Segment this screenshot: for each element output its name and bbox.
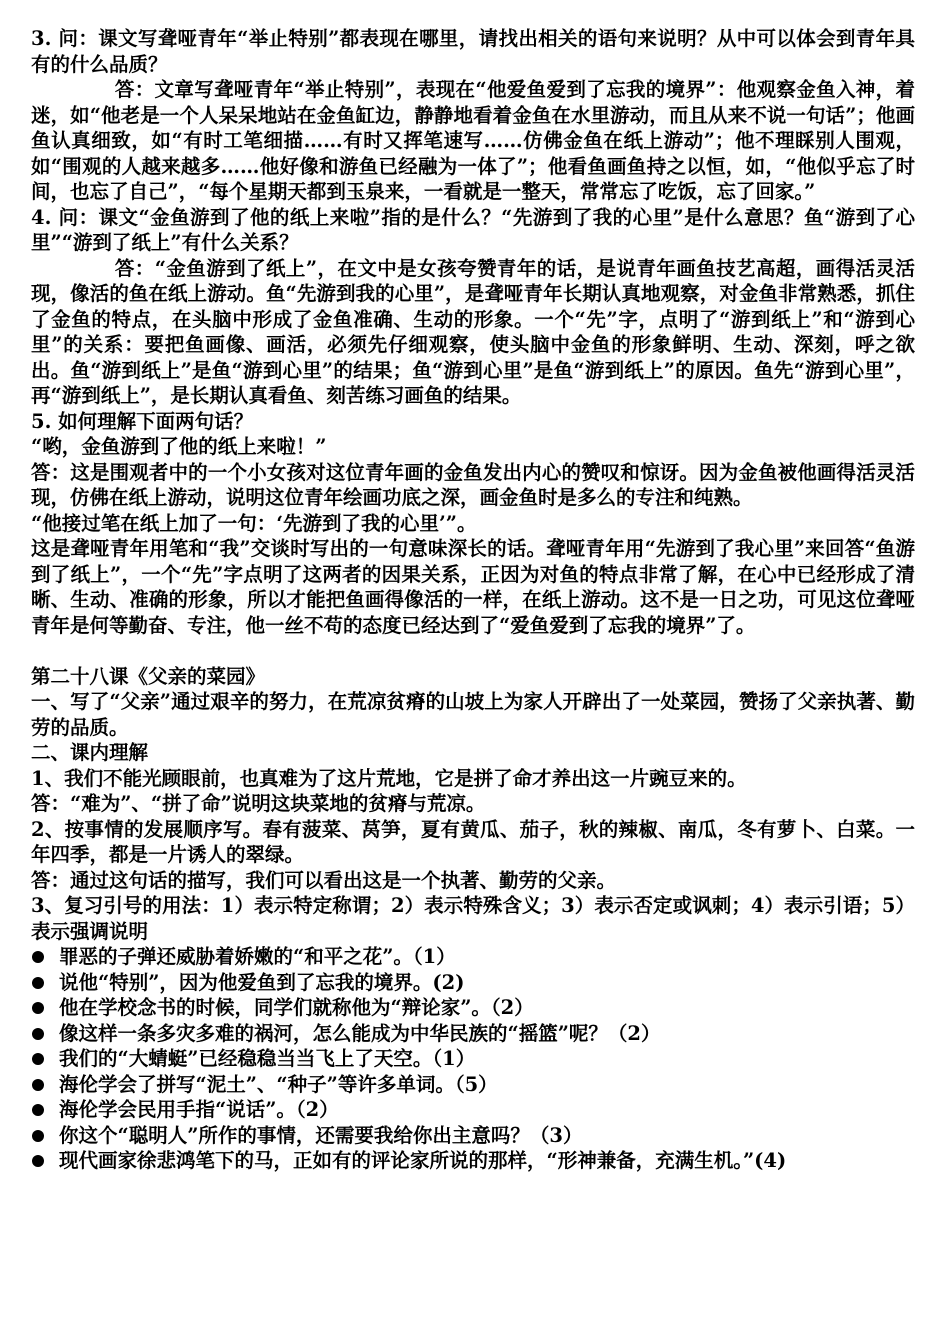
question-4: 4. 问：课文“金鱼游到了他的纸上来啦”指的是什么？“先游到了我的心里”是什么意思？鱼“游到了心里”“游到了纸上”有什么关系？ bbox=[31, 205, 915, 254]
quote-usage-list bbox=[31, 944, 915, 1174]
bullet-icon bbox=[32, 1130, 44, 1142]
item-2: 2、按事情的发展顺序写。春有菠菜、莴笋，夏有黄瓜、茄子，秋的辣椒、南瓜，冬有萝卜、白菜。一年四季，都是一片诱人的翠绿。 bbox=[31, 817, 915, 866]
answer-5-2: 这是聋哑青年用笔和“我”交谈时写出的一句意味深长的话。聋哑青年用“先游到了我心里”来回答“鱼游到了纸上”，一个“先”字点明了这两者的因果关系，正因为对鱼的特点非常了解，在心中已经形成了清晰、生动、准确的形象，所以才能把鱼画得像活的一样，在纸上游动。这不是一日之功，可见这位聋哑青年是何等勤奋、专注，他一丝不苟的态度已经达到了“爱鱼爱到了忘我的境界”了。 bbox=[31, 537, 915, 637]
item-1-answer: 答：“难为”、“拼了命”说明这块菜地的贫瘠与荒凉。 bbox=[31, 792, 486, 815]
blank-line bbox=[31, 638, 915, 664]
lesson-28-title: 第二十八课《父亲的菜园》 bbox=[31, 664, 266, 688]
bullet-icon bbox=[32, 951, 44, 963]
bullet-icon bbox=[32, 1002, 44, 1014]
item-3: 3、复习引号的用法：1）表示特定称谓；2）表示特殊含义；3）表示否定或讽刺；4）表示引语；5）表示强调说明 bbox=[31, 894, 915, 943]
list-item-text: 我们的“大蜻蜓”已经稳稳当当飞上了天空。（1） bbox=[59, 1047, 476, 1070]
answer-5-1: 答：这是围观者中的一个小女孩对这位青年画的金鱼发出内心的赞叹和惊讶。因为金鱼被他画得活灵活现，仿佛在纸上游动，说明这位青年绘画功底之深，画金鱼时是多么的专注和纯熟。 bbox=[31, 460, 915, 509]
list-item-text: 罪恶的子弹还威胁着娇嫩的“和平之花”。（1） bbox=[59, 945, 456, 968]
item-2-answer: 答：通过这句话的描写，我们可以看出这是一个执著、勤劳的父亲。 bbox=[31, 868, 617, 892]
list-item bbox=[31, 1021, 915, 1047]
list-item bbox=[31, 944, 915, 970]
bullet-icon bbox=[32, 1028, 44, 1040]
answer-4: 答：“金鱼游到了纸上”，在文中是女孩夸赞青年的话，是说青年画鱼技艺高超，画得活灵活现，像活的鱼在纸上游动。鱼“先游到我的心里”，是聋哑青年长期认真地观察，对金鱼非常熟悉，抓住了金鱼的特点，在头脑中形成了金鱼准确、生动的形象。一个“先”字，点明了“游到纸上”和“游到心里”的关系：要把鱼画像、画活，必须先仔细观察，使头脑中金鱼的形象鲜明、生动、深刻，呼之欲出。鱼“游到纸上”是鱼“游到心里”的结果；鱼“游到心里”是鱼“游到纸上”的原因。鱼先“游到心里”，再“游到纸上”，是长期认真看鱼、刻苦练习画鱼的结果。 bbox=[31, 256, 915, 407]
bullet-icon bbox=[32, 1155, 44, 1167]
answer-3: 答：文章写聋哑青年“举止特别”，表现在“他爱鱼爱到了忘我的境界”：他观察金鱼入神，着迷，如“他老是一个人呆呆地站在金鱼缸边，静静地看着金鱼在水里游动，而且从来不说一句话”；他画鱼认真细致，如“有时工笔细描……有时又挥笔速写……仿佛金鱼在纸上游动”；他不理睬别人围观，如“围观的人越来越多……他好像和游鱼已经融为一体了”；他看鱼画鱼持之以恒，如，“他似乎忘了时间，也忘了自己”，“每个星期天都到玉泉来，一看就是一整天，常常忘了吃饭，忘了回家。” bbox=[31, 78, 915, 203]
list-item-text: 说他“特别”，因为他爱鱼到了忘我的境界。(2) bbox=[59, 970, 465, 994]
list-item-text: 你这个“聪明人”所作的事情，还需要我给你出主意吗？（3） bbox=[59, 1123, 583, 1147]
list-item bbox=[31, 970, 915, 996]
list-item bbox=[31, 995, 915, 1021]
list-item bbox=[31, 1148, 915, 1174]
document-page bbox=[31, 26, 915, 1174]
question-3: 3. 问：课文写聋哑青年“举止特别”都表现在哪里，请找出相关的语句来说明？从中可以体会到青年具有的什么品质？ bbox=[31, 27, 915, 76]
quote-1: “哟，金鱼游到了他的纸上来啦！” bbox=[31, 435, 327, 458]
list-item bbox=[31, 1072, 915, 1098]
list-item-text: 像这样一条多灾多难的祸河，怎么能成为中华民族的“摇篮”呢？（2） bbox=[59, 1021, 661, 1045]
bullet-icon bbox=[32, 1053, 44, 1065]
quote-2: “他接过笔在纸上加了一句：‘先游到了我的心里’”。 bbox=[31, 511, 477, 535]
bullet-icon bbox=[32, 1104, 44, 1116]
list-item-text: 海伦学会民用手指“说话”。（2） bbox=[59, 1098, 339, 1121]
list-item bbox=[31, 1046, 915, 1072]
section-2-heading: 二、课内理解 bbox=[31, 741, 149, 764]
list-item-text: 他在学校念书的时候，同学们就称他为“辩论家”。（2） bbox=[59, 996, 534, 1019]
lesson-28-summary: 一、写了“父亲”通过艰辛的努力，在荒凉贫瘠的山坡上为家人开辟出了一处菜园，赞扬了父亲执著、勤劳的品质。 bbox=[31, 690, 915, 739]
item-1: 1、我们不能光顾眼前，也真难为了这片荒地，它是拼了命才养出这一片豌豆来的。 bbox=[31, 766, 747, 790]
bullet-icon bbox=[32, 1079, 44, 1091]
list-item-text: 海伦学会了拼写“泥土”、“种子”等许多单词。（5） bbox=[59, 1072, 498, 1096]
question-5: 5. 如何理解下面两句话？ bbox=[31, 409, 254, 433]
list-item bbox=[31, 1097, 915, 1123]
bullet-icon bbox=[32, 977, 44, 989]
list-item bbox=[31, 1123, 915, 1149]
list-item-text: 现代画家徐悲鸿笔下的马，正如有的评论家所说的那样，“形神兼备，充满生机。”(4) bbox=[59, 1149, 787, 1172]
